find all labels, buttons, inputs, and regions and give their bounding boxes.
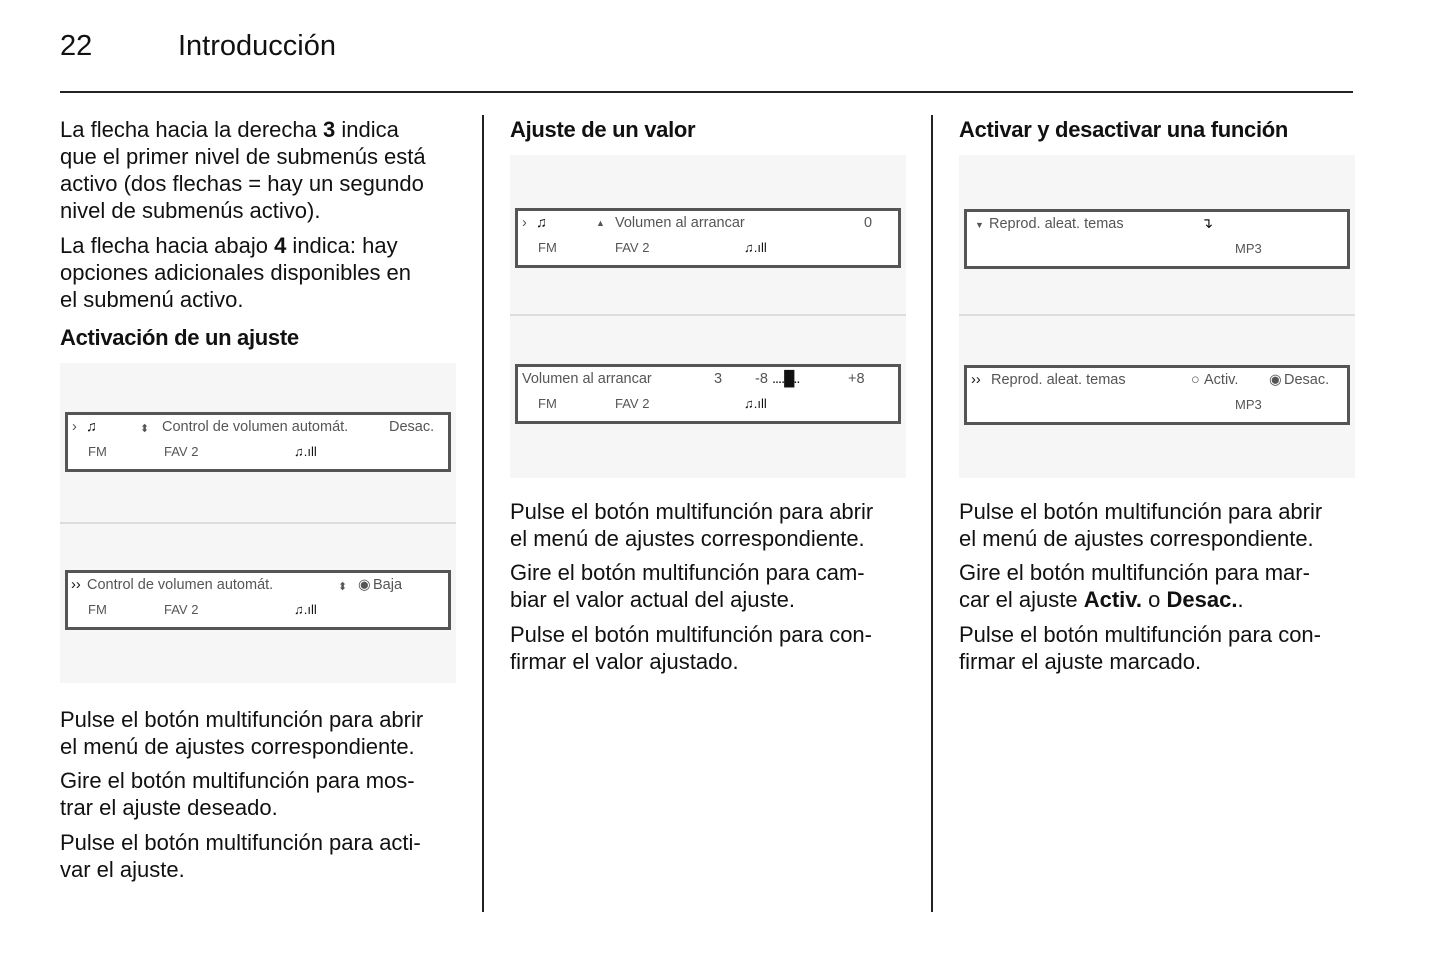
setting-value: Desac. xyxy=(389,419,435,435)
music-note-icon: ♫ xyxy=(86,419,97,435)
option-name: Desac. xyxy=(1166,587,1238,612)
preset-label: FAV 2 xyxy=(615,396,650,411)
setting-label: Reprod. aleat. temas xyxy=(989,216,1124,232)
paragraph: Gire el botón multifunción para cam- biar el valor actual del ajuste. xyxy=(510,560,865,612)
display-screen xyxy=(515,208,901,268)
preset-label: FAV 2 xyxy=(164,602,199,617)
text: o xyxy=(1142,587,1167,612)
display-screen xyxy=(964,365,1350,425)
paragraph: Pulse el botón multifunción para abrir el menú de ajustes correspondiente. xyxy=(510,499,874,551)
band-label: FM xyxy=(538,240,557,255)
column-divider xyxy=(482,115,484,912)
text: Gire el botón multifunción para mar- car el ajuste xyxy=(959,560,1310,612)
paragraph: Pulse el botón multifunción para abrir el menú de ajustes correspondiente. xyxy=(959,499,1323,551)
setting-value: 0 xyxy=(864,215,873,231)
radio-unselected-icon: ○ xyxy=(1191,372,1200,388)
paragraph: Gire el botón multifunción para mos- trar el ajuste deseado. xyxy=(60,768,415,820)
up-arrow-icon: ▲ xyxy=(596,218,605,228)
source-label: MP3 xyxy=(1235,241,1262,256)
radio-selected-icon: ◉ xyxy=(1269,372,1282,388)
preset-label: FAV 2 xyxy=(615,240,650,255)
text: La flecha hacia abajo xyxy=(60,233,275,258)
callout-number: 4 xyxy=(274,233,287,258)
music-note-icon: ♫ xyxy=(536,215,547,231)
column-divider xyxy=(931,115,933,912)
display-screen xyxy=(65,570,451,630)
display-figure xyxy=(510,155,906,478)
shuffle-arrow-icon: ↴ xyxy=(1201,216,1214,232)
section-heading: Ajuste de un valor xyxy=(510,117,696,142)
section-heading: Activar y desactivar una función xyxy=(959,117,1289,142)
arrow-right-icon: › xyxy=(72,419,77,435)
setting-label: Volumen al arrancar xyxy=(522,371,652,387)
display-screen xyxy=(65,412,451,472)
signal-icon: ♫.ıll xyxy=(744,396,767,411)
source-label: MP3 xyxy=(1235,397,1262,412)
paragraph: Pulse el botón multifunción para con- firmar el valor ajustado. xyxy=(510,622,872,674)
signal-icon: ♫.ıll xyxy=(294,602,317,617)
paragraph xyxy=(60,232,460,313)
display-screen xyxy=(964,209,1350,269)
text: . xyxy=(1237,587,1244,612)
band-label: FM xyxy=(88,444,107,459)
up-down-arrow-icon: ⬍ xyxy=(140,423,150,435)
level-bar: ....█.. xyxy=(772,371,800,387)
setting-value: 3 xyxy=(714,371,723,387)
signal-icon: ♫.ıll xyxy=(744,240,767,255)
text: La flecha hacia la derecha xyxy=(60,117,323,142)
paragraph xyxy=(60,116,460,224)
text: indica: hay opciones adicionales disponibles en el submenú activo. xyxy=(60,233,412,312)
section-heading: Activación de un ajuste xyxy=(60,325,299,350)
display-figure xyxy=(60,363,456,683)
setting-label: Control de volumen automát. xyxy=(87,577,274,593)
setting-label: Reprod. aleat. temas xyxy=(991,372,1126,388)
figure-separator xyxy=(510,314,906,316)
option-activ: Activ. xyxy=(1204,372,1239,388)
setting-label: Control de volumen automát. xyxy=(162,419,349,435)
scale-min: -8 xyxy=(755,371,768,387)
double-arrow-icon: ›› xyxy=(71,577,81,593)
up-down-arrow-icon: ⬍ xyxy=(338,581,348,593)
page-number: 22 xyxy=(60,30,93,62)
down-arrow-icon: ▼ xyxy=(975,220,984,230)
arrow-right-icon: › xyxy=(522,215,527,231)
option-desac: Desac. xyxy=(1284,372,1330,388)
band-label: FM xyxy=(538,396,557,411)
header-rule xyxy=(60,91,1353,93)
option-name: Activ. xyxy=(1083,587,1143,612)
text: indica que el primer nivel de submenús está activo (dos flechas = hay un segundo nivel de submenús activo). xyxy=(60,117,426,223)
figure-separator xyxy=(959,314,1355,316)
setting-value: Baja xyxy=(373,577,403,593)
display-screen xyxy=(515,364,901,424)
paragraph: Pulse el botón multifunción para acti- var el ajuste. xyxy=(60,830,421,882)
paragraph: Pulse el botón multifunción para abrir el menú de ajustes correspondiente. xyxy=(60,707,424,759)
band-label: FM xyxy=(88,602,107,617)
paragraph xyxy=(959,559,1359,613)
page-title: Introducción xyxy=(178,30,336,62)
preset-label: FAV 2 xyxy=(164,444,199,459)
setting-label: Volumen al arrancar xyxy=(615,215,745,231)
scale-max: +8 xyxy=(848,371,865,387)
double-arrow-icon: ›› xyxy=(971,372,981,388)
signal-icon: ♫.ıll xyxy=(294,444,317,459)
figure-separator xyxy=(60,522,456,524)
radio-selected-icon: ◉ xyxy=(358,577,371,593)
display-figure xyxy=(959,155,1355,478)
callout-number: 3 xyxy=(322,117,336,142)
paragraph: Pulse el botón multifunción para con- firmar el ajuste marcado. xyxy=(959,622,1321,674)
